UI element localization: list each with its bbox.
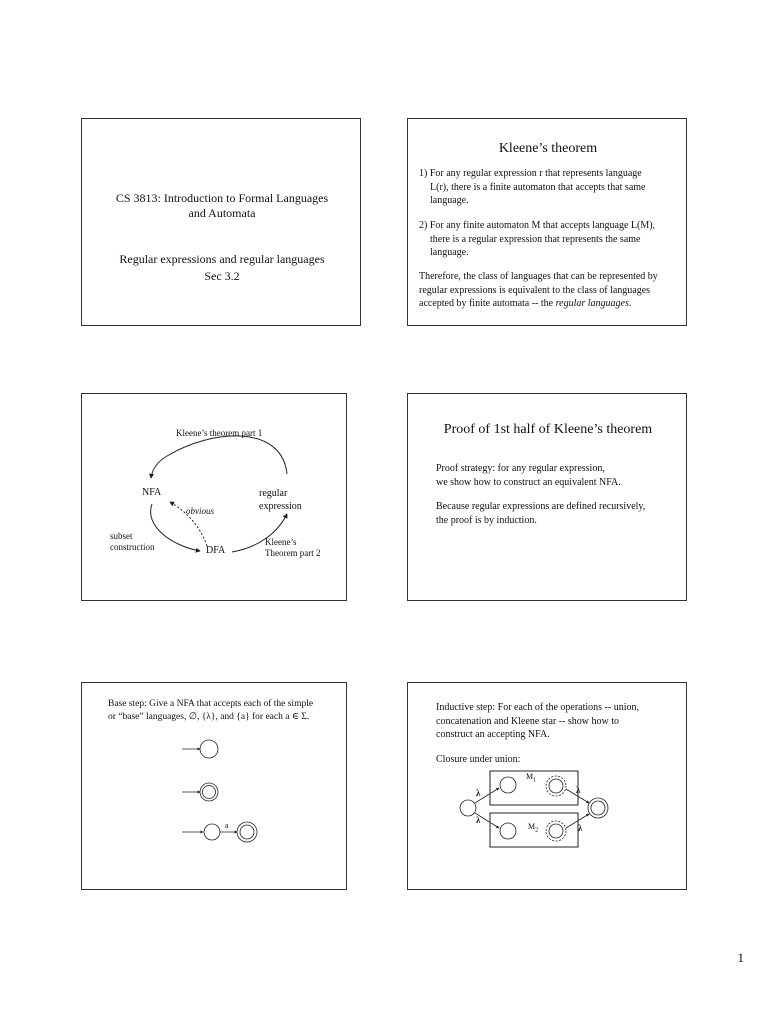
- part2-line1: Kleene’s: [265, 537, 297, 547]
- slide-kleene-diagram: [81, 393, 347, 601]
- statement-2-line3: language.: [430, 247, 469, 258]
- induction-line2: the proof is by induction.: [436, 514, 537, 526]
- statement-2-line2: there is a regular expression that represents the same: [430, 233, 641, 245]
- regex-label: [259, 487, 302, 513]
- dfa-label: DFA: [206, 545, 226, 556]
- m1-sub: 1: [533, 777, 537, 784]
- base-step-line1: Base step: Give a NFA that accepts each of the simple: [108, 699, 314, 709]
- slide-heading: Proof of 1st half of Kleene’s theorem: [443, 422, 653, 437]
- slide-heading: Kleene’s theorem: [498, 141, 598, 156]
- topic-line: Regular expressions and regular languages: [119, 252, 325, 266]
- m2-text: M: [528, 822, 536, 831]
- base-step-line2: or “base” languages, ∅, {λ}, and {a} for each a ∈ Σ.: [108, 711, 310, 722]
- strategy-line2: we show how to construct an equivalent NFA.: [436, 476, 621, 488]
- course-title: [82, 191, 362, 221]
- m1-label: [526, 771, 536, 787]
- induction-line1: Because regular expressions are defined recursively,: [436, 501, 646, 512]
- course-title-line2: and Automata: [188, 206, 256, 220]
- nfa-empty-language: [182, 740, 218, 758]
- inductive-line1: Inductive step: For each of the operations -- union,: [436, 702, 639, 713]
- conclusion-line3: [419, 297, 687, 311]
- subset-construction-label: [110, 531, 155, 553]
- lambda-label-bottom-left: λ: [476, 815, 481, 825]
- new-start-state: [460, 800, 476, 816]
- lambda-label-top-left: λ: [476, 788, 481, 798]
- nfa-symbol-a: [182, 822, 257, 842]
- conclusion: [419, 270, 687, 311]
- proof-induction: [436, 500, 686, 527]
- slide-title: [81, 118, 361, 326]
- slide-inductive-step: [407, 682, 687, 890]
- kleene-diagram: [82, 394, 348, 602]
- nfa-label: NFA: [142, 487, 162, 498]
- m2-final-inner: [549, 824, 563, 838]
- m1-start-state: [500, 777, 516, 793]
- arc-label-a: a: [225, 821, 229, 830]
- m2-start-state: [500, 823, 516, 839]
- statement-2: [419, 219, 685, 260]
- m2-label: [528, 821, 538, 837]
- arc-regex-to-nfa: [151, 436, 287, 478]
- subset-line1: subset: [110, 531, 133, 541]
- regex-label-line2: expression: [259, 501, 302, 512]
- slide-proof-strategy: [407, 393, 687, 601]
- closure-under-union: Closure under union:: [436, 754, 521, 765]
- regex-label-line1: regular: [259, 488, 288, 499]
- proof-strategy: [436, 462, 686, 489]
- inductive-line3: construct an accepting NFA.: [436, 729, 550, 740]
- obvious-label: obvious: [186, 506, 214, 516]
- part2-line2: Theorem part 2: [265, 548, 321, 558]
- conclusion-line2: regular expressions is equivalent to the class of languages: [419, 284, 651, 296]
- statement-1-line2: L(r), there is a finite automaton that accepts that same: [430, 181, 646, 193]
- conclusion-line1: Therefore, the class of languages that can be represented by: [419, 271, 658, 282]
- lambda-label-bottom-right: λ: [578, 823, 583, 833]
- subset-line2: construction: [110, 542, 155, 552]
- statement-1-line1: 1) For any regular expression r that represents language: [419, 168, 642, 179]
- statement-1: [419, 167, 685, 208]
- course-title-line1: CS 3813: Introduction to Formal Languages: [115, 191, 329, 205]
- diagram-caption: Kleene’s theorem part 1: [176, 428, 263, 438]
- slide-kleenes-theorem: [407, 118, 687, 326]
- nfa-lambda-language: [182, 783, 218, 801]
- page-number: 1: [737, 950, 744, 965]
- kleene-part2-label: [265, 537, 320, 559]
- m1-text: M: [526, 772, 534, 781]
- statement-1-line3: language.: [430, 195, 469, 206]
- section-line: Sec 3.2: [204, 269, 240, 283]
- strategy-line1: Proof strategy: for any regular expression,: [436, 463, 605, 474]
- m1-final-inner: [549, 779, 563, 793]
- slide-base-step: [81, 682, 347, 890]
- conclusion-emphasis: regular languages: [555, 298, 629, 309]
- m2-sub: 2: [535, 827, 539, 834]
- inductive-line2: concatenation and Kleene star -- show how to: [436, 715, 619, 727]
- lambda-label-top-right: λ: [576, 785, 581, 795]
- union-construction-diagram: [408, 683, 688, 891]
- conclusion-suffix: .: [628, 298, 632, 309]
- base-nfas: [82, 683, 348, 891]
- conclusion-prefix: accepted by finite automata -- the: [419, 298, 556, 309]
- new-final-inner: [591, 801, 605, 815]
- statement-2-line1: 2) For any finite automaton M that accepts language L(M),: [419, 220, 656, 231]
- lecture-topic: [82, 251, 362, 285]
